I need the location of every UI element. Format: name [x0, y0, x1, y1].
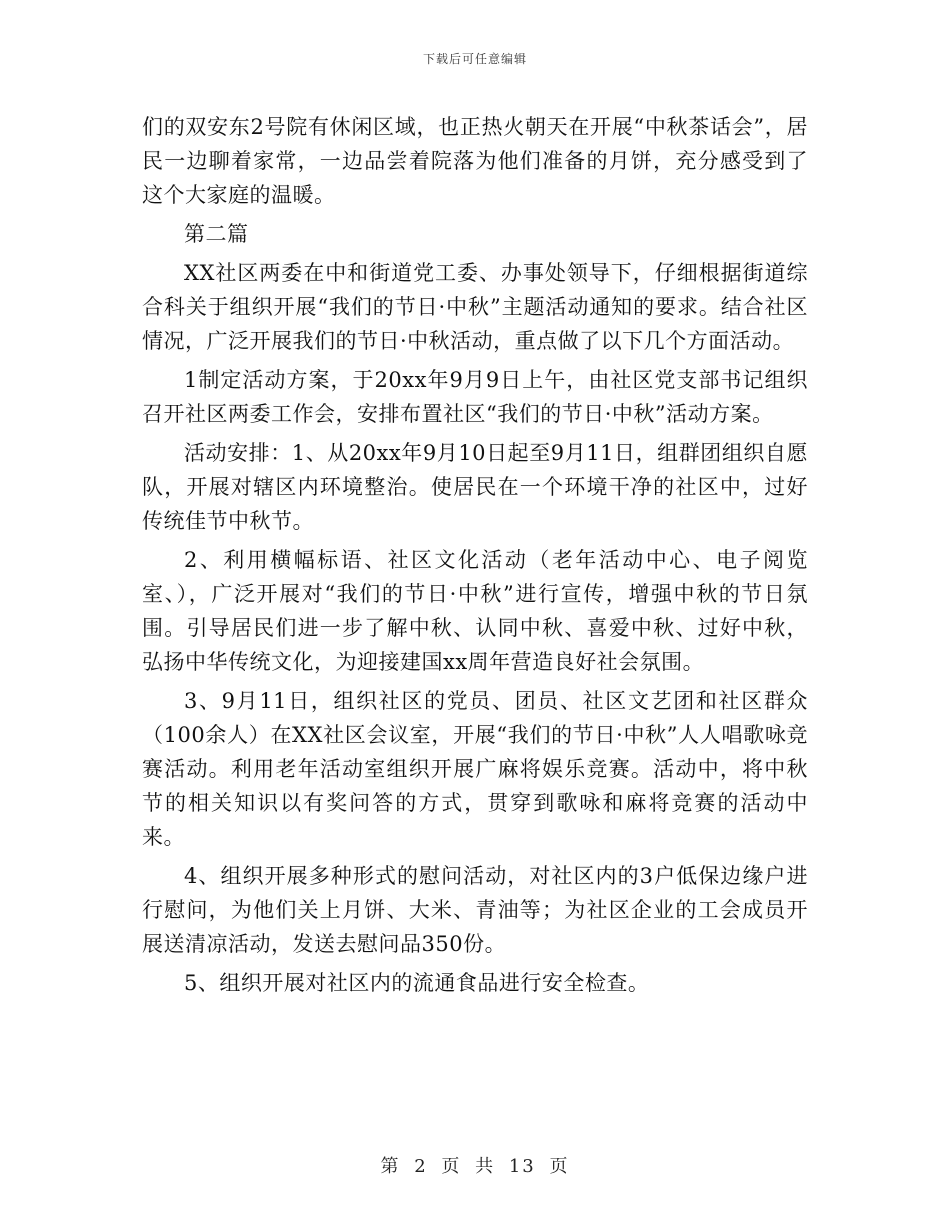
section-heading: 第二篇: [184, 222, 249, 246]
paragraph: XX社区两委在中和街道党工委、办事处领导下，仔细根据街道综合科关于组织开展“我们的节日·中秋”主题活动通知的要求。结合社区情况，广泛开展我们的节日·中秋活动，重点做了以下几个方面活动。: [142, 261, 808, 353]
paragraph-continuation: 们的双安东2号院有休闲区域，也正热火朝天在开展“中秋茶话会”，居民一边聊着家常，一边品尝着院落为他们准备的月饼，充分感受到了这个大家庭的温暖。: [142, 115, 808, 207]
document-body: [142, 110, 808, 1005]
page-header: 下载后可任意编辑: [422, 52, 527, 66]
paragraph: 5、组织开展对社区内的流通食品进行安全检查。: [184, 971, 650, 995]
paragraph: 活动安排：1、从20xx年9月10日起至9月11日，组群团组织自愿队，开展对辖区内环境整治。使居民在一个环境干净的社区中，过好传统佳节中秋节。: [142, 441, 808, 533]
page-footer: 第 2 页 共 13 页: [380, 1156, 570, 1177]
paragraph: 3、9月11日，组织社区的党员、团员、社区文艺团和社区群众（100余人）在XX社区会议室，开展“我们的节日·中秋”人人唱歌咏竞赛活动。利用老年活动室组织开展广麻将娱乐竞赛。活动中，将中秋节的相关知识以有奖问答的方式，贯穿到歌咏和麻将竞赛的活动中来。: [142, 689, 808, 849]
paragraph: 1制定活动方案，于20xx年9月9日上午，由社区党支部书记组织召开社区两委工作会，安排布置社区“我们的节日·中秋”活动方案。: [142, 368, 808, 426]
paragraph: 2、利用横幅标语、社区文化活动（老年活动中心、电子阅览室、），广泛开展对“我们的节日·中秋”进行宣传，增强中秋的节日氛围。引导居民们进一步了解中秋、认同中秋、喜爱中秋、过好中秋，弘扬中华传统文化，为迎接建国xx周年营造良好社会氛围。: [142, 548, 808, 674]
paragraph: 4、组织开展多种形式的慰问活动，对社区内的3户低保边缘户进行慰问，为他们关上月饼、大米、青油等；为社区企业的工会成员开展送清凉活动，发送去慰问品350份。: [142, 864, 808, 956]
